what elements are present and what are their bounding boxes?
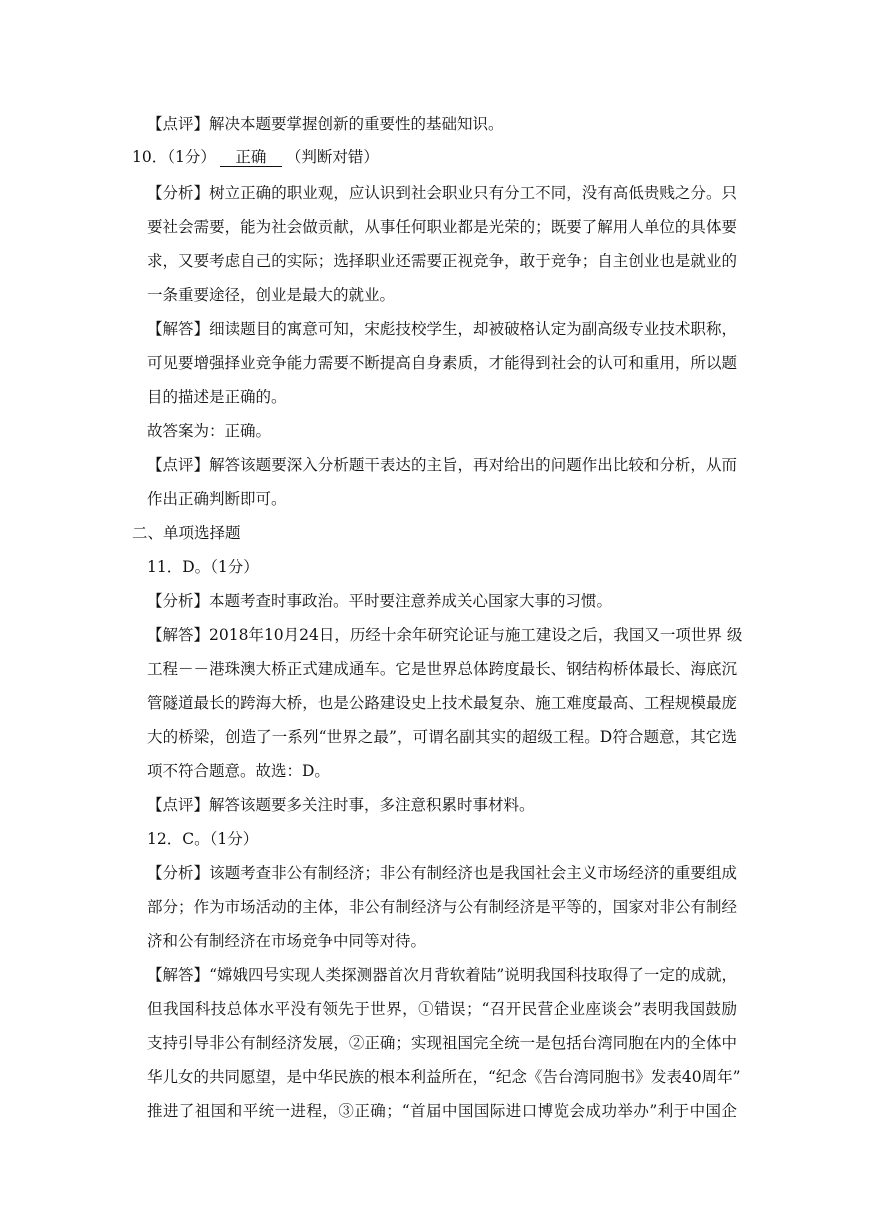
q12-solution-line: 华儿女的共同愿望，是中华民族的根本利益所在，“纪念《告台湾同胞书》发表40周年” — [147, 1068, 741, 1086]
q10-comment-line: 作出正确判断即可。 — [147, 490, 287, 508]
q10-solution-line: 可见要增强择业竞争能力需要不断提高自身素质，才能得到社会的认可和重用，所以题 — [147, 354, 737, 372]
section-title: 二、单项选择题 — [132, 524, 241, 542]
q11-solution-line: 项不符合题意。故选：D。 — [147, 762, 330, 780]
q10-analysis-line: 【分析】树立正确的职业观，应认识到社会职业只有分工不同，没有高低贵贱之分。只 — [147, 184, 737, 202]
q10-comment-line: 【点评】解答该题要深入分析题干表达的主旨，再对给出的问题作出比较和分析，从而 — [147, 456, 737, 474]
q11-solution-line: 工程－－港珠澳大桥正式建成通车。它是世界总体跨度最长、钢结构桥体最长、海底沉 — [147, 660, 737, 678]
q10-analysis-line: 要社会需要，能为社会做贡献，从事任何职业都是光荣的；既要了解用人单位的具体要 — [147, 218, 737, 236]
q11-comment: 【点评】解答该题要多关注时事，多注意积累时事材料。 — [147, 796, 535, 814]
q12-analysis-line: 部分；作为市场活动的主体，非公有制经济与公有制经济是平等的，国家对非公有制经 — [147, 898, 737, 916]
q11-heading: 11．D。（1分） — [147, 558, 259, 576]
q10-answer-blank: 正确 — [220, 149, 282, 167]
q9-comment: 【点评】解决本题要掌握创新的重要性的基础知识。 — [147, 115, 504, 133]
q10-type: （判断对错） — [285, 148, 379, 166]
q10-solution-line: 目的描述是正确的。 — [147, 388, 287, 406]
q11-solution-line: 大的桥梁，创造了一系列“世界之最”，可谓名副其实的超级工程。D符合题意，其它选 — [147, 728, 737, 746]
q10-heading — [132, 147, 379, 167]
q11-solution-line: 【解答】2018年10月24日，历经十余年研究论证与施工建设之后，我国又一项世界 级 — [147, 626, 743, 644]
q10-answer-summary: 故答案为：正确。 — [147, 422, 272, 440]
q12-solution-line: 推进了祖国和平统一进程，③正确；“首届中国国际进口博览会成功举办”利于中国企 — [147, 1102, 737, 1120]
q12-solution-line: 但我国科技总体水平没有领先于世界，①错误；“召开民营企业座谈会”表明我国鼓励 — [147, 1000, 737, 1018]
q10-number: 10．（1分） — [132, 148, 216, 166]
q12-solution-line: 支持引导非公有制经济发展，②正确；实现祖国完全统一是包括台湾同胞在内的全体中 — [147, 1034, 737, 1052]
q12-analysis-line: 【分析】该题考查非公有制经济；非公有制经济也是我国社会主义市场经济的重要组成 — [147, 864, 737, 882]
q10-solution-line: 【解答】细读题目的寓意可知，宋彪技校学生，却被破格认定为副高级专业技术职称， — [147, 320, 737, 338]
q10-analysis-line: 求，又要考虑自己的实际；选择职业还需要正视竞争，敢于竞争；自主创业也是就业的 — [147, 252, 737, 270]
q11-analysis: 【分析】本题考查时事政治。平时要注意养成关心国家大事的习惯。 — [147, 592, 613, 610]
q12-heading: 12．C。（1分） — [147, 830, 259, 848]
q10-analysis-line: 一条重要途径，创业是最大的就业。 — [147, 286, 396, 304]
q12-solution-line: 【解答】“嫦娥四号实现人类探测器首次月背软着陆”说明我国科技取得了一定的成就， — [147, 966, 737, 984]
q12-analysis-line: 济和公有制经济在市场竞争中同等对待。 — [147, 932, 427, 950]
q11-solution-line: 管隧道最长的跨海大桥，也是公路建设史上技术最复杂、施工难度最高、工程规模最庞 — [147, 694, 737, 712]
